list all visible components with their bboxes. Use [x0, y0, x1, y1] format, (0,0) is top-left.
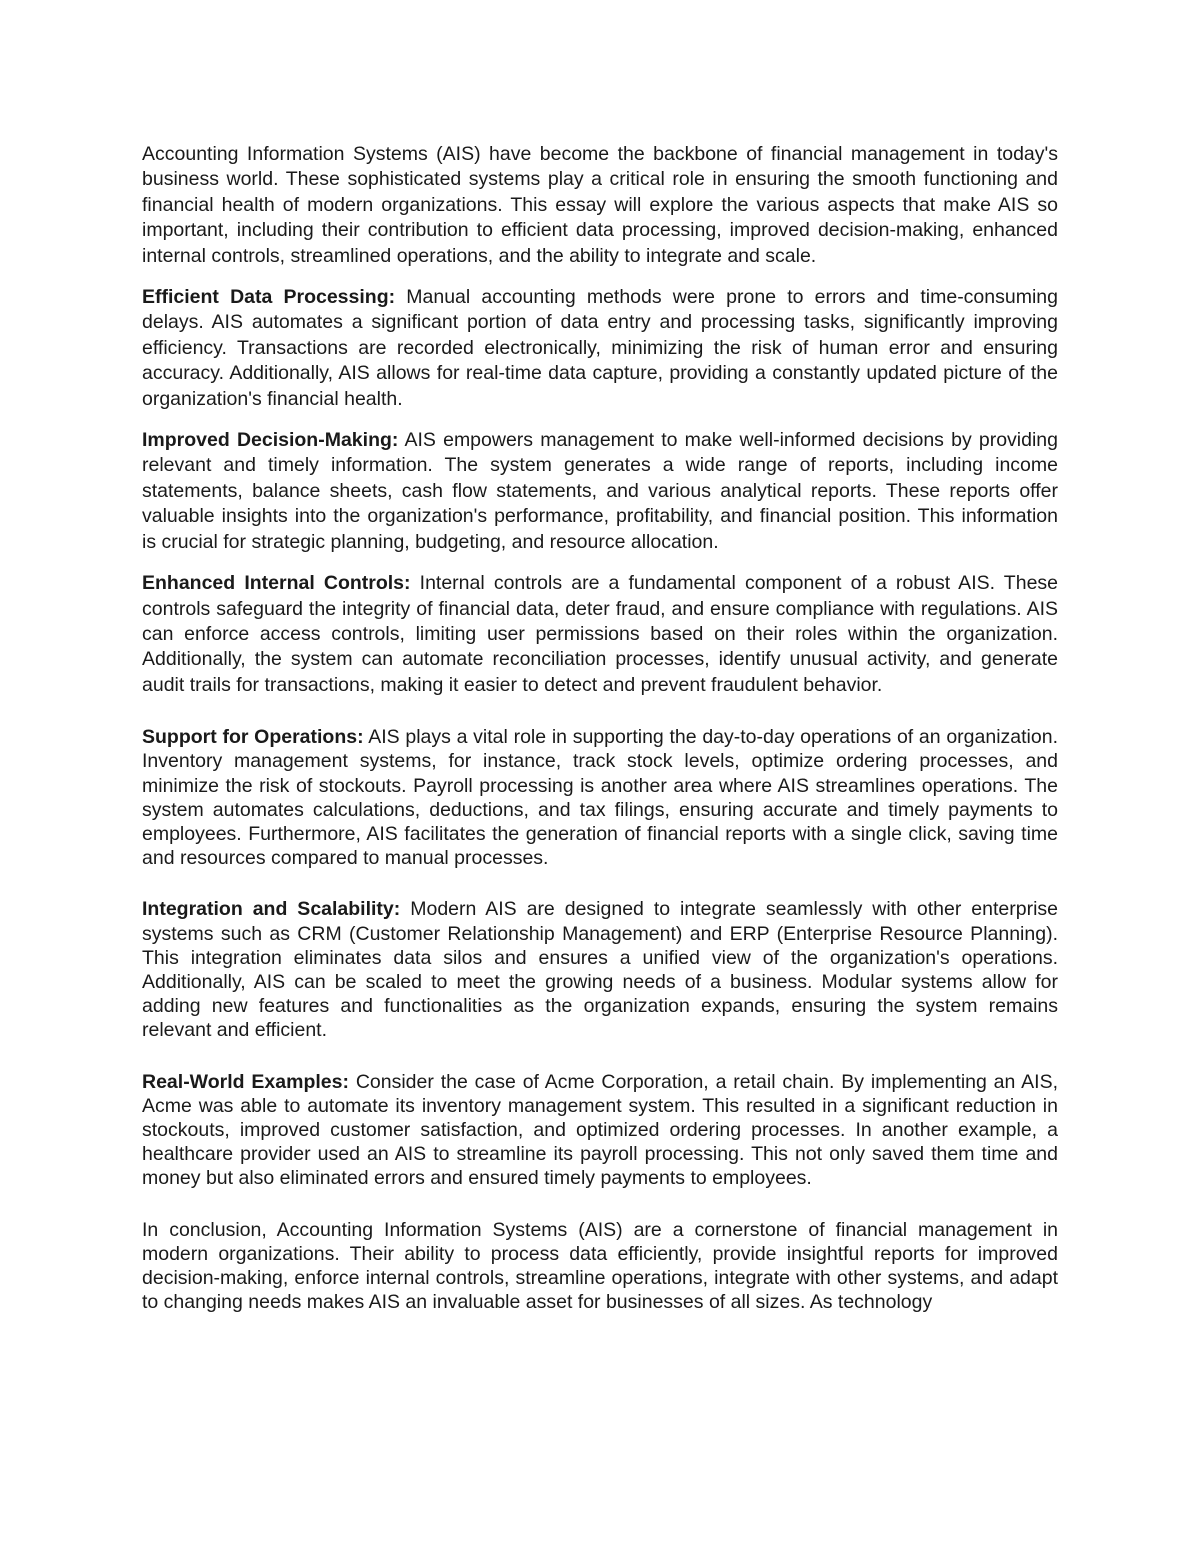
section-text: AIS empowers management to make well-informed decisions by providing relevant and timely information. The system generates a wide range of reports, including income statements, balance sheets, cash flow statements, and various analytical reports. These reports offer valuable insights into the organization's performance, profitability, and financial position. This information is crucial for strategic planning, budgeting, and resource allocation.: [142, 429, 1059, 553]
conclusion-text: In conclusion, Accounting Information Systems (AIS) are a cornerstone of financial management in modern organizations. Their ability to process data efficiently, provide insightful reports for improved decision-making, enforce internal controls, streamline operations, integrate with other systems, and adapt to changing needs makes AIS an invaluable asset for businesses of all sizes. As technology: [142, 1218, 1058, 1314]
section-real-world-examples: [142, 1070, 1058, 1191]
section-text: AIS plays a vital role in supporting the day-to-day operations of an organization. Inventory management systems, for instance, track stock levels, optimize ordering processes, and minimize the risk of stockouts. Payroll processing is another area where AIS streamlines operations. The system automates calculations, deductions, and tax filings, ensuring accurate and timely payments to employees. Furthermore, AIS facilitates the generation of financial reports with a single click, saving time and resources compared to manual processes.: [142, 726, 1058, 870]
section-integration-and-scalability: [142, 897, 1058, 1042]
section-text: Manual accounting methods were prone to errors and time-consuming delays. AIS automates a significant portion of data entry and processing tasks, significantly improving efficiency. Transactions are recorded electronically, minimizing the risk of human error and ensuring accuracy. Additionally, AIS allows for real-time data capture, providing a constantly updated picture of the organization's financial health.: [142, 286, 1058, 410]
document-body: [142, 142, 1058, 1314]
section-efficient-data-processing: [142, 285, 1058, 412]
section-improved-decision-making: [142, 428, 1058, 555]
section-text: Modern AIS are designed to integrate seamlessly with other enterprise systems such as CRM (Customer Relationship Management) and ERP (Enterprise Resource Planning). This integration eliminates data silos and ensures a unified view of the organization's operations. Additionally, AIS can be scaled to meet the growing needs of a business. Modular systems allow for adding new features and functionalities as the organization expands, ensuring the system remains relevant and efficient.: [142, 898, 1058, 1042]
section-enhanced-internal-controls: [142, 571, 1058, 698]
section-text: Consider the case of Acme Corporation, a retail chain. By implementing an AIS, Acme was able to automate its inventory management system. This resulted in a significant reduction in stockouts, improved customer satisfaction, and optimized ordering processes. In another example, a healthcare provider used an AIS to streamline its payroll processing. This not only saved them time and money but also eliminated errors and ensured timely payments to employees.: [142, 1070, 1058, 1190]
intro-text: Accounting Information Systems (AIS) have become the backbone of financial management in today's business world. These sophisticated systems play a critical role in ensuring the smooth functioning and financial health of modern organizations. This essay will explore the various aspects that make AIS so important, including their contribution to efficient data processing, improved decision-making, enhanced internal controls, streamlined operations, and the ability to integrate and scale.: [142, 143, 1058, 267]
section-support-for-operations: [142, 725, 1058, 870]
intro-paragraph: [142, 142, 1058, 269]
section-heading: Support for Operations:: [142, 726, 364, 749]
section-heading: Real-World Examples:: [142, 1070, 349, 1093]
section-text: Internal controls are a fundamental component of a robust AIS. These controls safeguard the integrity of financial data, deter fraud, and ensure compliance with regulations. AIS can enforce access controls, limiting user permissions based on their roles within the organization. Additionally, the system can automate reconciliation processes, identify unusual activity, and generate audit trails for transactions, making it easier to detect and prevent fraudulent behavior.: [142, 572, 1059, 696]
section-heading: Improved Decision-Making:: [142, 429, 399, 452]
conclusion-paragraph: [142, 1218, 1058, 1315]
section-heading: Efficient Data Processing:: [142, 286, 396, 309]
section-heading: Integration and Scalability:: [142, 898, 401, 921]
section-heading: Enhanced Internal Controls:: [142, 572, 411, 595]
